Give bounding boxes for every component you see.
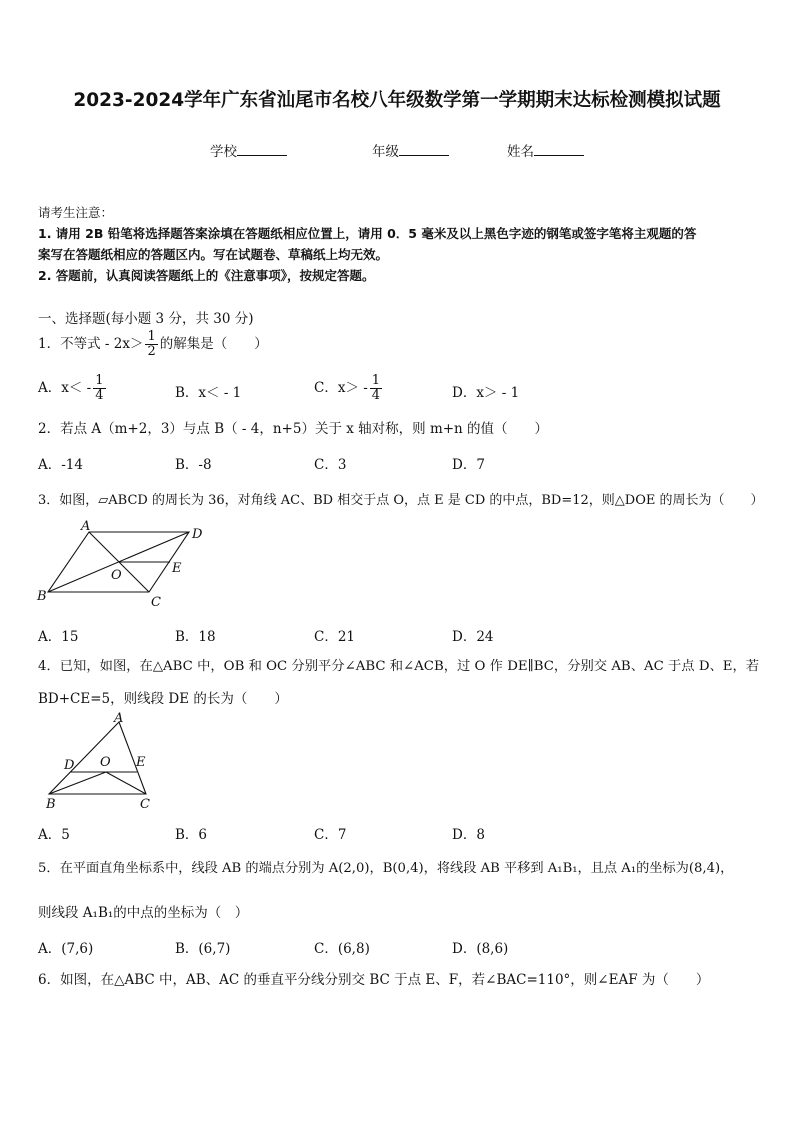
q3-label-b: B <box>37 589 47 604</box>
q2-option-b[interactable]: B．-8 <box>175 457 212 473</box>
note-1-line-2: 案写在答题纸相应的答题区内。写在试题卷、草稿纸上均无效。 <box>38 247 389 262</box>
q3-label-d: D <box>192 527 203 542</box>
q4-label-d: D <box>64 758 75 773</box>
q5-option-a[interactable]: A．(7,6) <box>38 941 94 957</box>
q2-option-a[interactable]: A．-14 <box>38 457 83 473</box>
question-4-line-1: 4．已知，如图，在△ABC 中，OB 和 OC 分别平分∠ABC 和∠ACB，过 O 作 DE∥BC，分别交 AB、AC 于点 D、E，若 <box>38 659 760 674</box>
q3-option-d[interactable]: D．24 <box>452 629 494 645</box>
name-label: 姓名 <box>507 144 534 160</box>
q3-parallelogram-figure <box>34 518 214 613</box>
q1-stem-post: 的解集是（ ） <box>159 336 268 352</box>
q1-fraction: $\frac{1}{2}$ <box>147 329 156 359</box>
q3-option-a[interactable]: A．15 <box>38 629 79 645</box>
section-heading: 一、选择题(每小题 3 分，共 30 分) <box>38 311 254 327</box>
school-field[interactable] <box>210 140 287 160</box>
question-6: 6．如图，在△ABC 中，AB、AC 的垂直平分线分别交 BC 于点 E、F，若∠BAC=110°，则∠EAF 为（ ） <box>38 972 710 988</box>
question-3: 3．如图，▱ABCD 的周长为 36，对角线 AC、BD 相交于点 O，点 E 是 CD 的中点，BD=12，则△DOE 的周长为（ ） <box>38 493 764 508</box>
q2-option-c[interactable]: C．3 <box>314 457 347 473</box>
q3-option-c[interactable]: C．21 <box>314 629 356 645</box>
question-5-line-2: 则线段 A₁B₁的中点的坐标为（ ） <box>38 905 249 921</box>
q4-option-c[interactable]: C．7 <box>314 827 347 843</box>
q4-label-b: B <box>46 797 56 812</box>
q1-stem-pre: 1．不等式 - 2x＞ <box>38 336 144 352</box>
q5-option-d[interactable]: D．(8,6) <box>452 941 509 957</box>
question-2: 2．若点 A（m+2，3）与点 B（ - 4，n+5）关于 x 轴对称，则 m+n 的值（ ） <box>38 421 549 437</box>
q4-label-o: O <box>100 755 111 770</box>
q4-triangle-figure <box>34 708 164 813</box>
q2-option-d[interactable]: D．7 <box>452 457 485 473</box>
q1-option-b[interactable]: B．x＜ - 1 <box>175 385 242 401</box>
q5-option-c[interactable]: C．(6,8) <box>314 941 370 957</box>
grade-label: 年级 <box>372 144 399 160</box>
q3-label-e: E <box>172 561 182 576</box>
note-1-line-1: 1. 请用 2B 铅笔将选择题答案涂填在答题纸相应位置上，请用 0．5 毫米及以上黑色字迹的钢笔或签字笔将主观题的答 <box>38 226 697 241</box>
q4-option-a[interactable]: A．5 <box>38 827 70 843</box>
q4-label-c: C <box>140 797 150 812</box>
q4-label-e: E <box>136 755 146 770</box>
q3-label-c: C <box>151 595 161 610</box>
q1-option-a[interactable]: A．x＜ - $\frac{1}{4}$ <box>38 373 104 403</box>
q5-option-b[interactable]: B．(6,7) <box>175 941 231 957</box>
question-1 <box>38 330 268 359</box>
q1-option-c[interactable]: C．x＞ - $\frac{1}{4}$ <box>314 373 381 403</box>
grade-field[interactable] <box>372 140 449 160</box>
q3-label-a: A <box>81 519 91 534</box>
page-title: 2023-2024学年广东省汕尾市名校八年级数学第一学期期末达标检测模拟试题 <box>73 90 721 111</box>
question-5-line-1: 5．在平面直角坐标系中，线段 AB 的端点分别为 A(2,0)，B(0,4)，将线段 AB 平移到 A₁B₁，且点 A₁的坐标为(8,4)， <box>38 861 734 876</box>
q4-option-b[interactable]: B．6 <box>175 827 208 843</box>
school-label: 学校 <box>210 144 237 160</box>
note-2: 2. 答题前，认真阅读答题纸上的《注意事项》，按规定答题。 <box>38 268 375 283</box>
q1-option-d[interactable]: D．x＞ - 1 <box>452 385 520 401</box>
name-field[interactable] <box>507 140 584 160</box>
notes-heading: 请考生注意： <box>38 205 114 220</box>
question-4-line-2: BD+CE=5，则线段 DE 的长为（ ） <box>38 691 288 707</box>
q3-label-o: O <box>111 568 122 583</box>
q4-label-a: A <box>114 711 124 726</box>
q3-option-b[interactable]: B．18 <box>175 629 216 645</box>
q4-option-d[interactable]: D．8 <box>452 827 485 843</box>
